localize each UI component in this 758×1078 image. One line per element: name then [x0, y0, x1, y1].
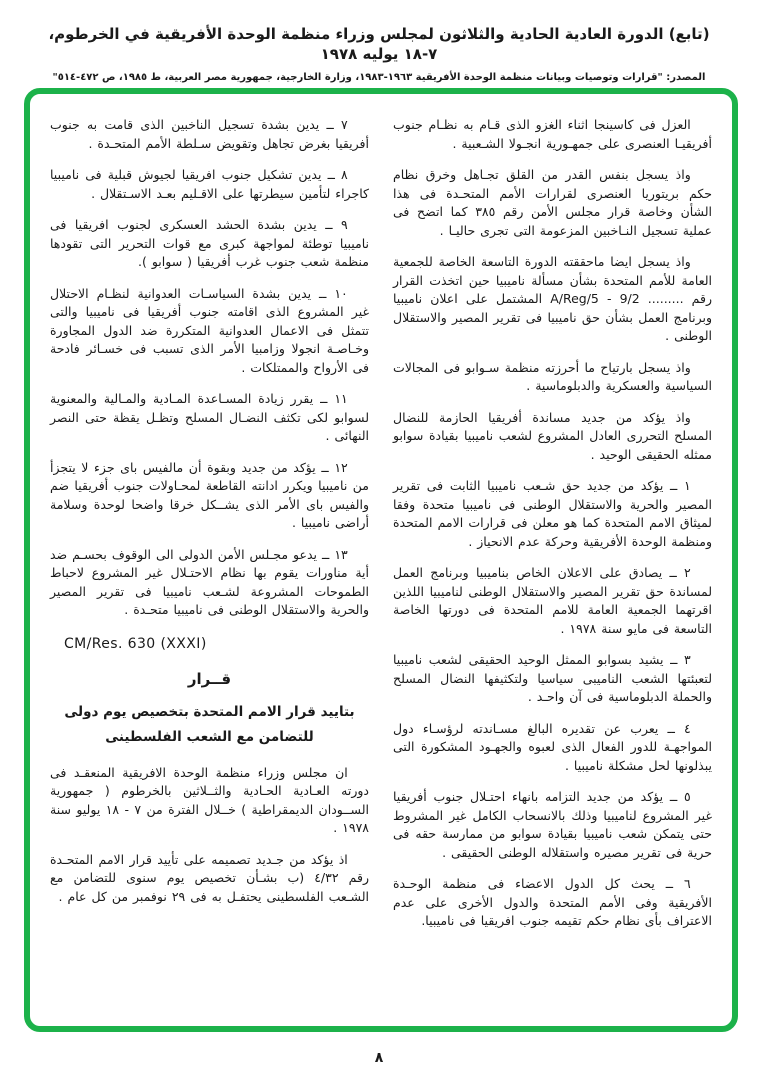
numbered-item-3: ٣ ــ يشيد بسوابو الممثل الوحيد الحقيقى لشعب ناميبيا لتعبئتها الشعب الناميبى سياسيا ولتكثيفها النضال المسلح والحملة الدبلوماسية فى آن واحـد .: [393, 652, 712, 704]
two-column-layout: [30, 94, 732, 1026]
numbered-item-6: ٦ ــ يحث كل الدول الاعضاء فى منظمة الوحـدة الأفريقية وفى الأمم المتحدة والدول الأخرى على عدم الاعتراف بأى نظام حكم تقيمه جنوب افريقيا فى ناميبيا.: [393, 876, 712, 928]
page-number: ٨: [374, 1050, 384, 1066]
green-border-frame: [24, 88, 738, 1032]
resolution-intro-paragraph: ان مجلس وزراء منظمة الوحدة الافريقية المنعقـد فى دورته العـادية الحـادية والثــلاثين بالخرطوم ( جمهورية الســودان الديمقراطية ) خــلال الفترة من ٧ - ١٨ يوليو سنة ١٩٧٨ .: [50, 764, 369, 835]
numbered-item-13: ١٣ ــ يدعو مجـلس الأمن الدولى الى الوقوف بحسـم ضد أية مناورات يقوم بها نظام الاحتـلال غير المشروع لاحباط الطموحات المشروعة لشـعب ناميبيا فى تقرير المصير والحرية والاستقلال الوطنى فى ناميبيا متحـدة .: [50, 546, 369, 617]
resolution-subtitle-line1: بتاييد قرار الامم المتحدة بتخصيص يوم دولى: [64, 703, 355, 720]
numbered-item-11: ١١ ــ يقرر زيادة المسـاعدة المـادية والمـالية والمعنوية لسوابو لكى تكثف النضـال المسلح وتظـل يقظة حتى النصر النهائى .: [50, 391, 369, 443]
source-line: المصدر: "قرارات وتوصيات وبيانات منظمة الوحدة الأفريقية ١٩٦٣-١٩٨٣، وزارة الخارجية، جمهورية مصر العربية، ط ١٩٨٥، ص ٤٧٢-٥١٤": [52, 72, 706, 83]
numbered-item-4: ٤ ــ يعرب عن تقديره البالغ مسـاندته لرؤسـاء دول المواجهـة للدور الفعال الذى لعبوه والجهـود المشكورة التى يبذلونها لحل مشكلة ناميبيا .: [393, 720, 712, 773]
preamble-paragraph: واذ يسجل بارتياح ما أحرزته منظمة سـوابو فى المجالات السياسية والعسكرية والدبلوماسية .: [393, 359, 712, 393]
preamble-paragraph: واذ يؤكد من جديد مساندة أفريقيا الحازمة للنضال المسلح التحررى العادل المشروع لشعب ناميبيا بقيادة سوابو ممثله الحقيقى الوحيد .: [393, 409, 712, 462]
resolution-heading: قــرار: [187, 669, 232, 688]
numbered-item-5: ٥ ــ يؤكد من جديد التزامه بانهاء احتـلال جنوب أفريقيا غير المشروع لناميبيا وذلك بالانسحاب الكامل غير المشروط حتى يتمكن شعب ناميبيا بقيادة سوابو من ممارسة حقه فى حرية فى تقرير مصيره واستقلاله الوطنى الحقيقى .: [393, 789, 712, 860]
preamble-paragraph: واذ يسجل ايضا ماحققته الدورة التاسعة الخاصة للجمعية العامة للأمم المتحدة بشأن مسألة ناميبيا حين اتخذت القرار رقم ......... A/Reg/5 - 9/2 المشتمل على اعلان ناميبيا وبرنامج العمل بشأن حق ناميبيا فى تقرير المصير والاستقلال الوطنى .: [393, 254, 712, 343]
session-title: (تابع) الدورة العادية الحادية والثلاثون لمجلس وزراء منظمة الوحدة الأفريقية في الخرطوم، ٧-١٨ يوليه ١٩٧٨: [48, 25, 710, 63]
column-left: [50, 116, 369, 1016]
numbered-item-8: ٨ ــ يدين تشكيل جنوب افريقيا لجيوش قبلية فى ناميبيا كاجراء لتأمين سيطرتها على الاقـليم بعـد الاسـتقلال .: [50, 167, 369, 201]
numbered-item-1: ١ ــ يؤكد من جديد حق شـعب ناميبيا الثابت فى تقرير المصير والحرية والاستقلال الوطنى فى ناميبيا متحدة وفقا لميثاق الامم المتحدة كما هو معلن فى قرارات الامم المتحدة ومنظمة الوحدة الأفريقية وحركة عدم الانحياز .: [393, 478, 712, 549]
resolution-body-paragraph: اذ يؤكد من جـديد تصميمه على تأييد قرار الامم المتحـدة رقم ٤/٣٢ (ب بشـأن تخصيص يوم سنوى للتضامن مع الشـعب الفلسطينى يحتفـل به فى ٢٩ نوفمبر من كل عام .: [50, 851, 369, 904]
numbered-item-12: ١٢ ــ يؤكد من جديد وبقوة أن مالفيس باى جزء لا يتجزأ من ناميبيا ويكرر ادانته القاطعة لمحـاولات جنوب أفريقيا ضم والفيس باى الأمر الذى يشــكل خرقا واضحا لوحدة وسلامة أراضى ناميبيا .: [50, 459, 369, 530]
resolution-subtitle-line2: للتضامن مع الشعب الفلسطينى: [105, 728, 314, 745]
resolution-reference: CM/Res. 630 (XXXI): [64, 635, 207, 652]
page-header: [0, 0, 758, 83]
numbered-item-10: ١٠ ــ يدين بشدة السياسـات العدوانية لنظـام الاحتلال غير المشروع الذى اقامته جنوب أفريقيا فى ناميبيا والتى تتمثل فى الاعمال العدوانية المتكررة ضد الدول المجاورة وخـاصـة انجولا وزامبيا الأمر الذى تسبب فى خسـائر فادحة فى الأرواح والممتلكات .: [50, 285, 369, 375]
preamble-paragraph: واذ يسجل بنفس القدر من القلق تجـاهل وخرق نظام حكم بريتوريا العنصرى لقرارات الأمم المتحـدة فى هذا الشأن وخاصة قرار مجلس الأمن رقم ٣٨٥ كما اتضح فى عملية تسجيل النـاخبين المزعومة التى تجرى حاليـا .: [393, 167, 712, 238]
numbered-item-7: ٧ ــ يدين بشدة تسجيل الناخبين الذى قامت به جنوب أفريقيا بغرض تجاهل وتقويض سـلطة الأمم المتحـدة .: [50, 117, 369, 151]
preamble-paragraph: العزل فى كاسينجا اثناء الغزو الذى قـام به نظـام جنوب أفريقيـا العنصرى على جمهـورية انجـولا الشـعبية .: [393, 117, 712, 151]
column-right: [393, 116, 712, 1016]
numbered-item-2: ٢ ــ يصادق على الاعلان الخاص بناميبيا وبرنامج العمل لمساندة حق تقرير المصير والاستقلال الوطنى لناميبيا اللذين اقرتهما الجمعية العامة للامم المتحدة فى دورتها الخاصة التاسعة فى مايو سنة ١٩٧٨ .: [393, 565, 712, 636]
numbered-item-9: ٩ ــ يدين بشدة الحشد العسكرى لجنوب افريقيا فى ناميبيا توطئة لمواجهة كبرى مع قوات التحرير التى تقودها منظمة شعب جنوب غرب أفريقيا ( سوابو ).: [50, 217, 369, 269]
